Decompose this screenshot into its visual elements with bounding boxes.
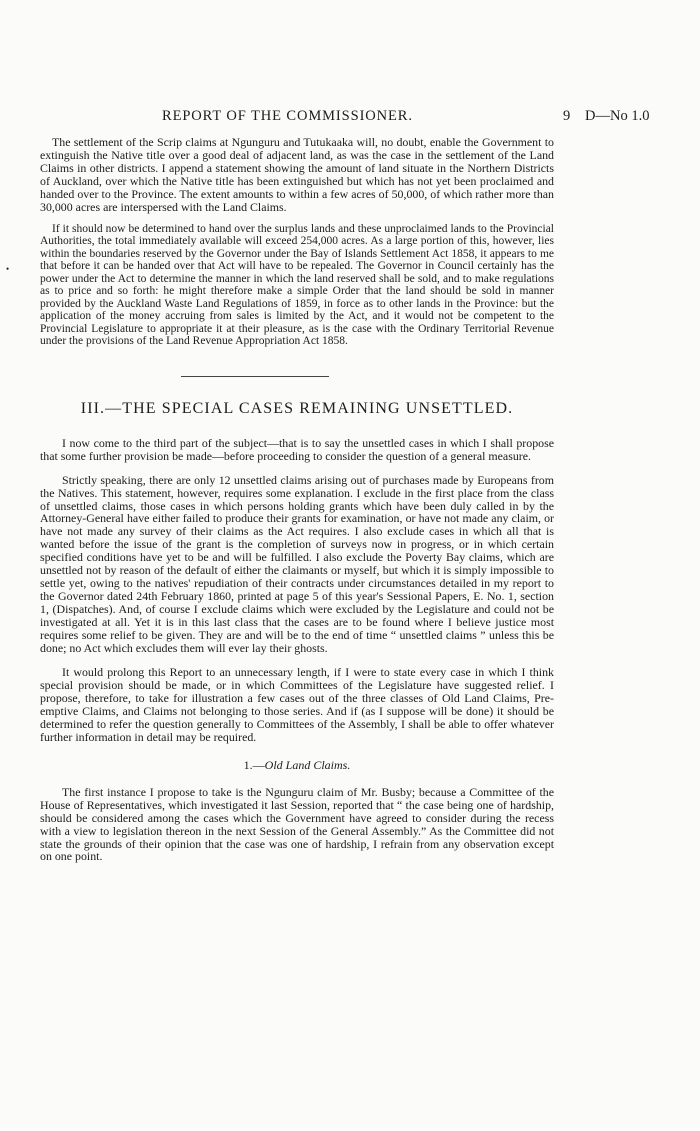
subsection-title: Old Land Claims. [264,757,351,772]
page-number: 9 [563,108,571,124]
section-divider [181,376,329,377]
paragraph-surplus-lands: If it should now be determined to hand over the surplus lands and these unproclaimed lands to the Provincial Authorities, the total immediately available will exceed 254,000 acres. As a large portion of this, however, lies within the boundaries reserved by the Governor under the Bay of Islands Settlement Act 1858, it appears to me that before it can be handed over that Act will have to be repealed. The Governor in Council certainly has the power under the Act to determine the manner in which the land reserved shall be sold, and to make regulations as to price and so forth: he might therefore make a simple Order that the land should be sold in manner provided by the Auckland Waste Land Regulations of 1859, in force as to other lands in the Province: but the application of the money accruing from sales is limited by the Act, and it would not be competent to the Provincial Legislature to appropriate it at their pleasure, as is the case with the Ordinary Territorial Revenue under the provisions of the Land Revenue Appropriation Act 1858. [40,222,554,348]
subsection-heading [40,758,554,773]
subsection-number: 1.— [243,757,265,772]
running-title: REPORT OF THE COMMISSIONER. [162,108,413,124]
section-heading: III.—THE SPECIAL CASES REMAINING UNSETTLED. [80,399,514,417]
paragraph-busby-claim: The first instance I propose to take is the Ngunguru claim of Mr. Busby; because a Committee of the House of Representatives, which investigated it last Session, reported that “ the case being one of hardship, should be considered among the cases which the Government have agreed to consider during the recess with a view to legislation thereon in the next Session of the General Assembly.” As the Committee did not state the grounds of their opinion that the case was one of hardship, I refrain from any observation except on one point. [40,784,554,864]
running-header [0,108,700,130]
paragraph-third-part: I now come to the third part of the subject—that is to say the unsettled cases in which I shall propose that some further provision be made—before proceeding to consider the question of a general measure. [40,435,554,463]
paragraph-unsettled-claims: Strictly speaking, there are only 12 unsettled claims arising out of purchases made by Europeans from the Natives. This statement, however, requires some explanation. I exclude in the first place from the class of unsettled claims, those cases in which persons holding grants which have been duly called in by the Attorney-General have either failed to produce their grants for examination, or have not made any claim, or have not made any survey of their claims as the Act requires. I also exclude cases in which all that is wanted before the issue of the grant is the completion of surveys now in progress, or in which certain specified conditions have yet to be and will be fulfilled. I also exclude the Poverty Bay claims, which are unsettled not by reason of the default of either the claimants or myself, but which it is simply impossible to settle yet, owing to the natives' repudiation of their contracts under circumstances detailed in my report to the Governor dated 24th February 1860, printed at page 5 of this year's Sessional Papers, E. No. 1, section 1, (Dispatches). And, of course I exclude claims which were excluded by the Legislature and could not be investigated at all. Yet it is in this last class that the cases are to be found where I believe justice most requires some relief to be given. They are and will be to the end of time “ unsettled claims ” unless this be done; no Act which excludes them will ever lay their ghosts. [40,472,554,656]
paragraph-special-provision: It would prolong this Report to an unnecessary length, if I were to state every case in which I think special provision should be made, or in which Committees of the Legislature have suggested relief. I propose, therefore, to take for illustration a few cases out of the three classes of Old Land Claims, Pre-emptive Claims, and Claims not belonging to those series. And if (as I suppose will be done) it should be determined to refer the question generally to Committees of the Assembly, I shall be able to offer whatever further information in detail may be required. [40,664,554,744]
report-body [40,136,554,863]
document-id: D—No 1.0 [585,108,650,124]
paragraph-scrip-claims: The settlement of the Scrip claims at Ngunguru and Tutukaaka will, no doubt, enable the Government to extinguish the Native title over a good deal of adjacent land, as was the case in the settlement of the Land Claims in other districts. I append a statement showing the amount of land situate in the Northern Districts of Auckland, over which the Native title has been extinguished but which has not yet been proclaimed and handed over to the Province. The extent amounts to within a few acres of 50,000, of which rather more than 30,000 acres are interspersed with the Land Claims. [40,135,554,214]
margin-mark: • [6,264,10,274]
